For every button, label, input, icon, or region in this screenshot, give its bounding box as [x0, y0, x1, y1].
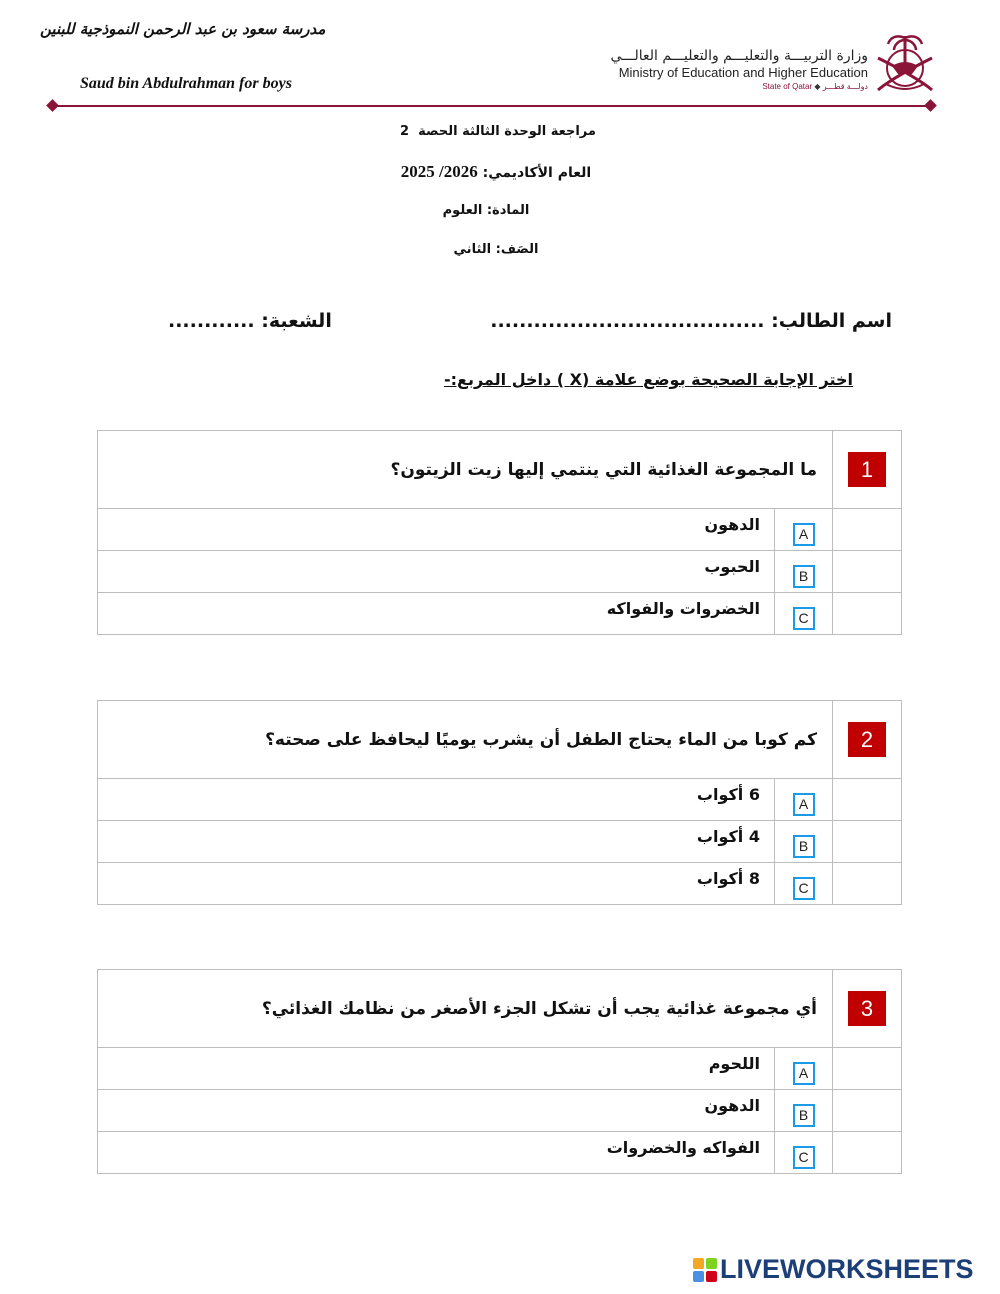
question-text: أي مجموعة غذائية يجب أن تشكل الجزء الأصغر من نظامك الغذائي؟	[98, 970, 833, 1048]
ministry-name-arabic: وزارة التربيـــة والتعليـــم والتعليـــم العالـــي	[610, 48, 868, 64]
option-text: الحبوب	[98, 551, 775, 593]
option-spacer	[833, 593, 902, 635]
option-text: 6 أكواب	[98, 779, 775, 821]
question-number-cell	[833, 970, 902, 1048]
option-spacer	[833, 863, 902, 905]
option-text: الدهون	[98, 509, 775, 551]
option-spacer	[833, 509, 902, 551]
option-checkbox[interactable]: C	[793, 877, 815, 900]
liveworksheets-logo-text: LIVEWORKSHEETS	[720, 1254, 974, 1284]
header-divider	[52, 105, 932, 107]
option-spacer	[833, 551, 902, 593]
ministry-block	[610, 48, 868, 91]
option-checkbox-cell[interactable]	[775, 593, 833, 635]
option-spacer	[833, 1090, 902, 1132]
option-row	[98, 1132, 902, 1174]
question-number: 2	[848, 722, 886, 757]
option-row	[98, 509, 902, 551]
student-name-blank[interactable]: ......................................	[490, 310, 765, 332]
student-name-field[interactable]	[490, 310, 892, 332]
student-name-label: اسم الطالب:	[771, 310, 892, 332]
academic-year-value: 2025 /2026	[400, 162, 478, 181]
qatar-emblem-icon	[872, 28, 938, 98]
liveworksheets-logo	[693, 1254, 974, 1285]
state-label: State of Qatar ◆ دولـــة قطـــر	[762, 82, 868, 91]
option-spacer	[833, 779, 902, 821]
school-name-arabic: مدرسة سعود بن عبد الرحمن النموذجية للبنين	[40, 20, 326, 38]
question-block	[97, 430, 902, 635]
worksheet-title-text: مراجعة الوحدة الثالثة الحصة	[418, 124, 596, 139]
question-number-cell	[833, 701, 902, 779]
option-text: الفواكه والخضروات	[98, 1132, 775, 1174]
option-row	[98, 779, 902, 821]
question-block	[97, 700, 902, 905]
state-label-english: State of Qatar	[762, 82, 813, 91]
option-checkbox-cell[interactable]	[775, 821, 833, 863]
section-field[interactable]	[168, 310, 332, 332]
subject: المادة: العلوم	[442, 203, 530, 218]
option-checkbox-cell[interactable]	[775, 863, 833, 905]
option-checkbox[interactable]: C	[793, 607, 815, 630]
question-number: 1	[848, 452, 886, 487]
question-number-cell	[833, 431, 902, 509]
grade: الصَف: الثاني	[453, 242, 539, 257]
question-text: كم كوبا من الماء يحتاج الطفل أن يشرب يوميًا ليحافظ على صحته؟	[98, 701, 833, 779]
option-row	[98, 1090, 902, 1132]
divider-end-right	[924, 99, 937, 112]
academic-year-label: العام الأكاديمي:	[482, 165, 592, 181]
option-spacer	[833, 1132, 902, 1174]
option-checkbox[interactable]: A	[793, 523, 815, 546]
option-text: الدهون	[98, 1090, 775, 1132]
academic-year	[0, 162, 1000, 182]
question-number: 3	[848, 991, 886, 1026]
question-text: ما المجموعة الغذائية التي ينتمي إليها زيت الزيتون؟	[98, 431, 833, 509]
question-block	[97, 969, 902, 1174]
school-name-english: Saud bin Abdulrahman for boys	[80, 75, 292, 92]
option-row	[98, 551, 902, 593]
divider-end-left	[46, 99, 59, 112]
option-checkbox[interactable]: A	[793, 793, 815, 816]
option-text: 4 أكواب	[98, 821, 775, 863]
option-checkbox-cell[interactable]	[775, 509, 833, 551]
instruction: اختر الإجابة الصحيحة بوضع علامة (X ) داخل المربع:-	[443, 370, 853, 389]
option-text: 8 أكواب	[98, 863, 775, 905]
option-spacer	[833, 1048, 902, 1090]
option-checkbox-cell[interactable]	[775, 1132, 833, 1174]
section-label: الشعبة:	[261, 310, 332, 332]
option-row	[98, 821, 902, 863]
option-checkbox[interactable]: C	[793, 1146, 815, 1169]
option-checkbox[interactable]: B	[793, 565, 815, 588]
option-checkbox-cell[interactable]	[775, 551, 833, 593]
option-row	[98, 593, 902, 635]
option-text: اللحوم	[98, 1048, 775, 1090]
option-checkbox[interactable]: B	[793, 1104, 815, 1127]
liveworksheets-logo-icon	[693, 1258, 717, 1282]
state-label-arabic: دولـــة قطـــر	[822, 82, 868, 91]
option-row	[98, 1048, 902, 1090]
section-blank[interactable]: ............	[168, 310, 255, 332]
option-checkbox[interactable]: B	[793, 835, 815, 858]
option-row	[98, 863, 902, 905]
lesson-number: 2	[400, 124, 410, 139]
option-checkbox-cell[interactable]	[775, 1090, 833, 1132]
option-text: الخضروات والفواكه	[98, 593, 775, 635]
option-checkbox[interactable]: A	[793, 1062, 815, 1085]
option-checkbox-cell[interactable]	[775, 1048, 833, 1090]
ministry-name-english: Ministry of Education and Higher Education	[618, 65, 868, 80]
option-spacer	[833, 821, 902, 863]
option-checkbox-cell[interactable]	[775, 779, 833, 821]
worksheet-title	[0, 124, 1000, 139]
